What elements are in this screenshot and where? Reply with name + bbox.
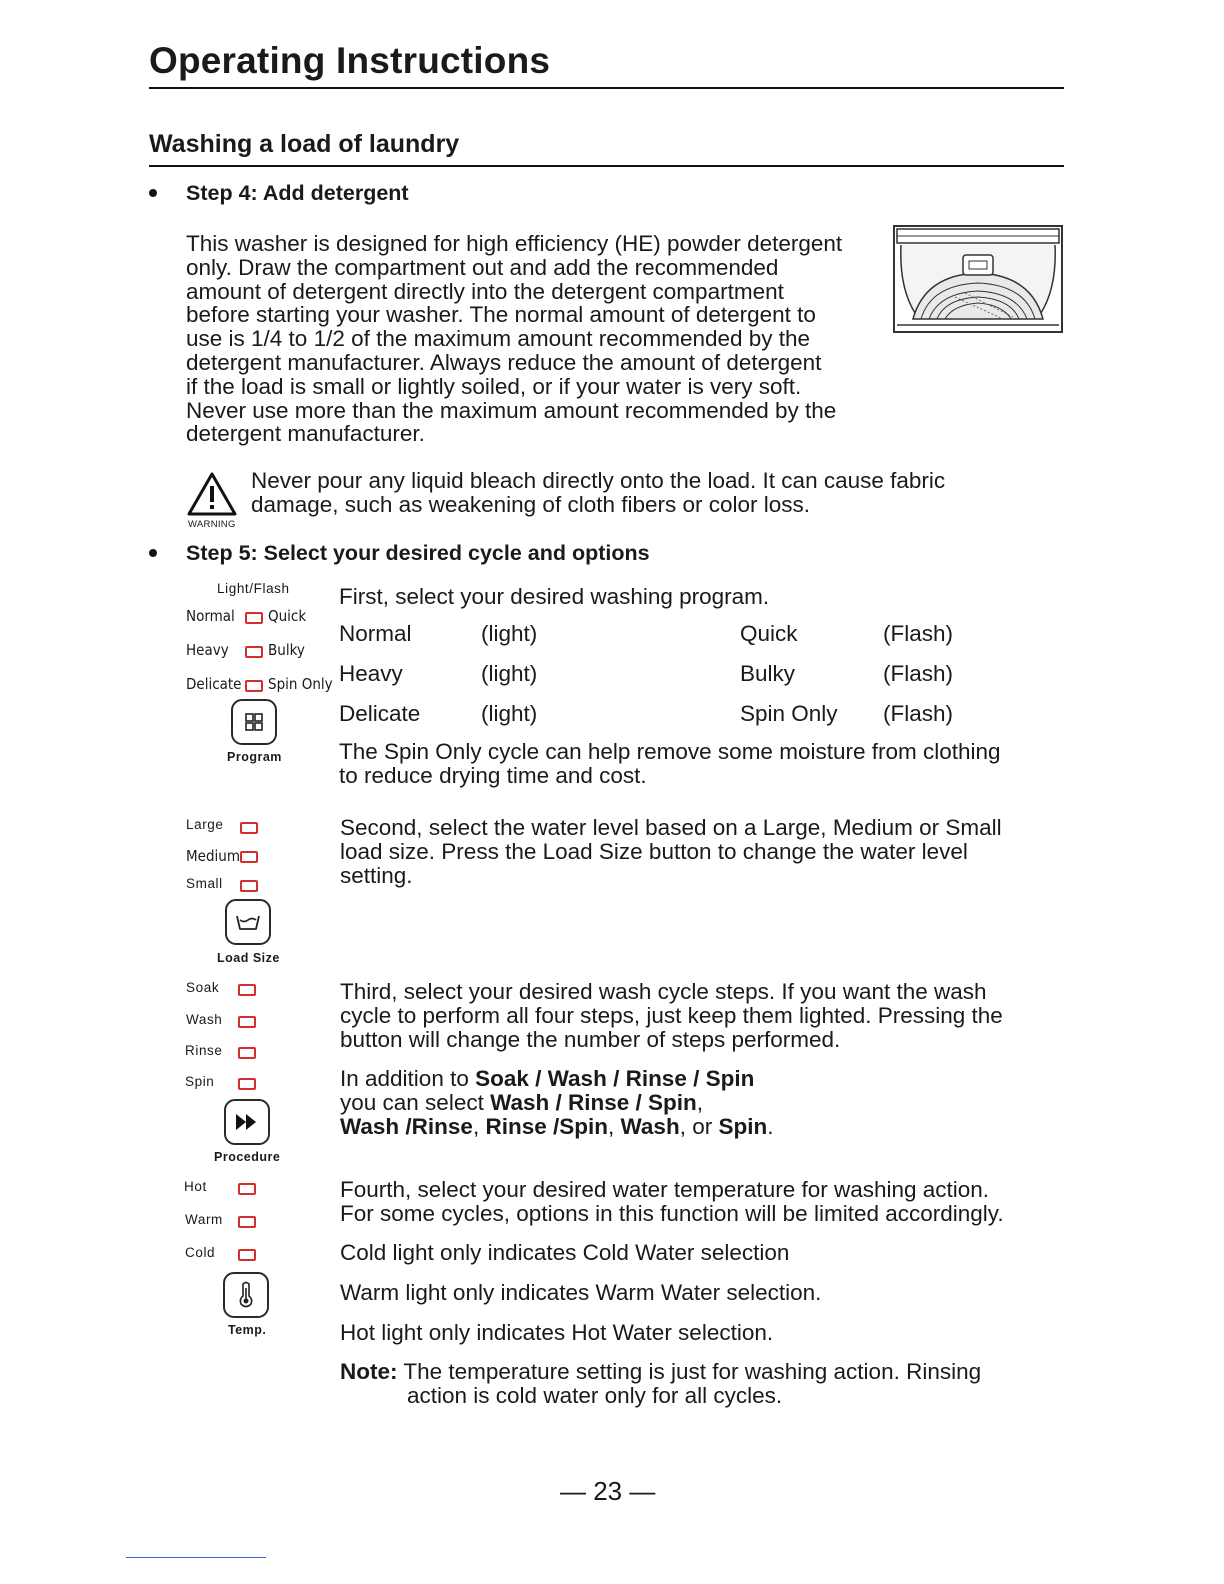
procedure-led <box>238 1047 256 1059</box>
program-intro: First, select your desired washing program. <box>339 584 770 609</box>
bullet <box>149 549 157 557</box>
option-wash-rinse: Wash /Rinse <box>340 1113 473 1139</box>
temp-cold-label: Cold <box>185 1245 216 1260</box>
load-small-label: Small <box>186 876 223 891</box>
procedure-button-label: Procedure <box>214 1150 281 1164</box>
temperature-line: For some cycles, options in this function will be limited accordingly. <box>340 1200 1004 1226</box>
load-led <box>240 822 258 834</box>
procedure-options-line <box>340 1091 773 1115</box>
program-heavy-label: Heavy <box>186 641 229 659</box>
warm-indicator-text: Warm light only indicates Warm Water selection. <box>340 1280 822 1305</box>
program-row-name: Heavy <box>339 661 403 686</box>
program-button-label: Program <box>227 750 282 764</box>
program-row-mode2: (Flash) <box>883 701 954 726</box>
procedure-options-line <box>340 1115 773 1139</box>
spin-only-note <box>339 740 1001 788</box>
program-led <box>245 646 263 658</box>
temperature-note-line <box>340 1360 981 1384</box>
warning-label: WARNING <box>188 519 236 530</box>
step4-line: This washer is designed for high efficiency (HE) powder detergent <box>186 231 843 256</box>
temp-led <box>238 1216 256 1228</box>
load-size-button[interactable] <box>225 899 271 945</box>
option-rinse-spin: Rinse /Spin <box>485 1113 608 1139</box>
program-bulky-label: Bulky <box>268 641 305 659</box>
thermometer-icon <box>225 1274 267 1316</box>
temp-led <box>238 1183 256 1195</box>
basin-icon <box>227 901 269 943</box>
load-size-paragraph <box>340 816 1002 887</box>
procedure-soak-label: Soak <box>186 980 220 995</box>
detergent-compartment-illustration <box>893 225 1063 333</box>
program-normal-label: Normal <box>186 607 235 625</box>
option-wash: Wash <box>620 1113 680 1139</box>
program-delicate-label: Delicate <box>186 675 242 693</box>
hot-indicator-text: Hot light only indicates Hot Water selection. <box>340 1320 774 1345</box>
text: . <box>767 1113 774 1139</box>
text: The temperature setting is just for washing action. Rinsing <box>397 1359 982 1384</box>
warning-line: damage, such as weakening of cloth fibers or color loss. <box>251 491 811 517</box>
procedure-led <box>238 984 256 996</box>
load-size-line: setting. <box>340 862 413 888</box>
program-led <box>245 612 263 624</box>
temp-button[interactable] <box>223 1272 269 1318</box>
option-spin: Spin <box>718 1113 768 1139</box>
option-wash-rinse-spin: Wash / Rinse / Spin <box>490 1089 697 1115</box>
title-rule <box>149 87 1064 89</box>
procedure-led <box>238 1078 256 1090</box>
temperature-note-line: action is cold water only for all cycles. <box>407 1382 783 1408</box>
procedure-button[interactable] <box>224 1099 270 1145</box>
cold-indicator-text: Cold light only indicates Cold Water selection <box>340 1240 790 1265</box>
procedure-spin-label: Spin <box>185 1074 215 1089</box>
program-row-mode: (light) <box>481 621 538 646</box>
warning-icon <box>186 471 238 522</box>
detergent-drawer-icon <box>895 227 1061 331</box>
program-row-mode: (light) <box>481 701 538 726</box>
temp-warm-label: Warm <box>185 1212 223 1227</box>
load-medium-label: Medium <box>186 847 240 865</box>
bullet <box>149 189 157 197</box>
program-spin-only-label: Spin Only <box>268 675 333 693</box>
note-label: Note: <box>340 1359 398 1384</box>
text: you can select <box>340 1089 491 1115</box>
text: , <box>472 1113 486 1139</box>
temp-hot-label: Hot <box>184 1179 207 1194</box>
procedure-line: Third, select your desired wash cycle steps. If you want the wash <box>340 979 987 1004</box>
program-led <box>245 680 263 692</box>
step4-line: amount of detergent directly into the detergent compartment <box>186 278 784 304</box>
temperature-line: Fourth, select your desired water temperature for washing action. <box>340 1177 990 1202</box>
program-row-mode2: (Flash) <box>883 621 954 646</box>
step4-line: Never use more than the maximum amount recommended by the <box>186 397 837 423</box>
program-row-mode2: (Flash) <box>883 661 954 686</box>
fast-forward-icon <box>226 1101 268 1143</box>
step4-line: if the load is small or lightly soiled, or if your water is very soft. <box>186 373 802 399</box>
procedure-wash-label: Wash <box>186 1012 223 1027</box>
step5-heading: Step 5: Select your desired cycle and options <box>186 541 650 565</box>
section-title: Washing a load of laundry <box>149 130 460 158</box>
procedure-options <box>340 1067 773 1138</box>
procedure-led <box>238 1016 256 1028</box>
footer-underline <box>126 1557 266 1558</box>
program-icon <box>233 701 275 743</box>
step4-heading: Step 4: Add detergent <box>186 181 409 205</box>
step4-line: before starting your washer. The normal amount of detergent to <box>186 302 816 328</box>
program-row-name: Normal <box>339 621 412 646</box>
text: , <box>608 1113 621 1139</box>
warning-text <box>251 469 1031 517</box>
load-size-button-label: Load Size <box>217 951 280 965</box>
program-button[interactable] <box>231 699 277 745</box>
section-rule <box>149 165 1064 167</box>
option-all: Soak / Wash / Rinse / Spin <box>475 1066 755 1091</box>
program-quick-label: Quick <box>268 607 307 625</box>
load-large-label: Large <box>186 817 224 832</box>
step4-line: use is 1/4 to 1/2 of the maximum amount recommended by the <box>186 326 811 352</box>
text: In addition to <box>340 1066 476 1091</box>
temperature-note <box>340 1360 981 1408</box>
text: , or <box>679 1113 719 1139</box>
program-row-name2: Bulky <box>740 661 796 686</box>
spin-only-note-line: to reduce drying time and cost. <box>339 762 647 788</box>
procedure-rinse-label: Rinse <box>185 1043 223 1058</box>
load-size-line: load size. Press the Load Size button to change the water level <box>340 838 968 864</box>
program-row-name: Delicate <box>339 701 421 726</box>
page-title: Operating Instructions <box>149 40 551 81</box>
step4-line: detergent manufacturer. <box>186 421 425 447</box>
program-row-name2: Spin Only <box>740 701 838 726</box>
temp-led <box>238 1249 256 1261</box>
load-led <box>240 851 258 863</box>
spin-only-note-line: The Spin Only cycle can help remove some moisture from clothing <box>339 739 1001 764</box>
text: , <box>696 1089 704 1115</box>
step4-line: detergent manufacturer. Always reduce the amount of detergent <box>186 349 822 375</box>
program-row-name2: Quick <box>740 621 798 646</box>
warning-line: Never pour any liquid bleach directly onto the load. It can cause fabric <box>251 468 946 493</box>
temperature-paragraph <box>340 1178 1004 1226</box>
step4-paragraph <box>186 232 886 446</box>
light-flash-header: Light/Flash <box>217 581 290 596</box>
procedure-line: cycle to perform all four steps, just keep them lighted. Pressing the <box>340 1002 1003 1028</box>
temp-button-label: Temp. <box>228 1323 267 1337</box>
page-number: — 23 — <box>560 1476 656 1506</box>
step4-line: only. Draw the compartment out and add the recommended <box>186 254 779 280</box>
program-row-mode: (light) <box>481 661 538 686</box>
load-led <box>240 880 258 892</box>
procedure-options-line <box>340 1067 773 1091</box>
procedure-line: button will change the number of steps performed. <box>340 1026 841 1052</box>
procedure-paragraph <box>340 980 1003 1051</box>
load-size-line: Second, select the water level based on a Large, Medium or Small <box>340 815 1002 840</box>
